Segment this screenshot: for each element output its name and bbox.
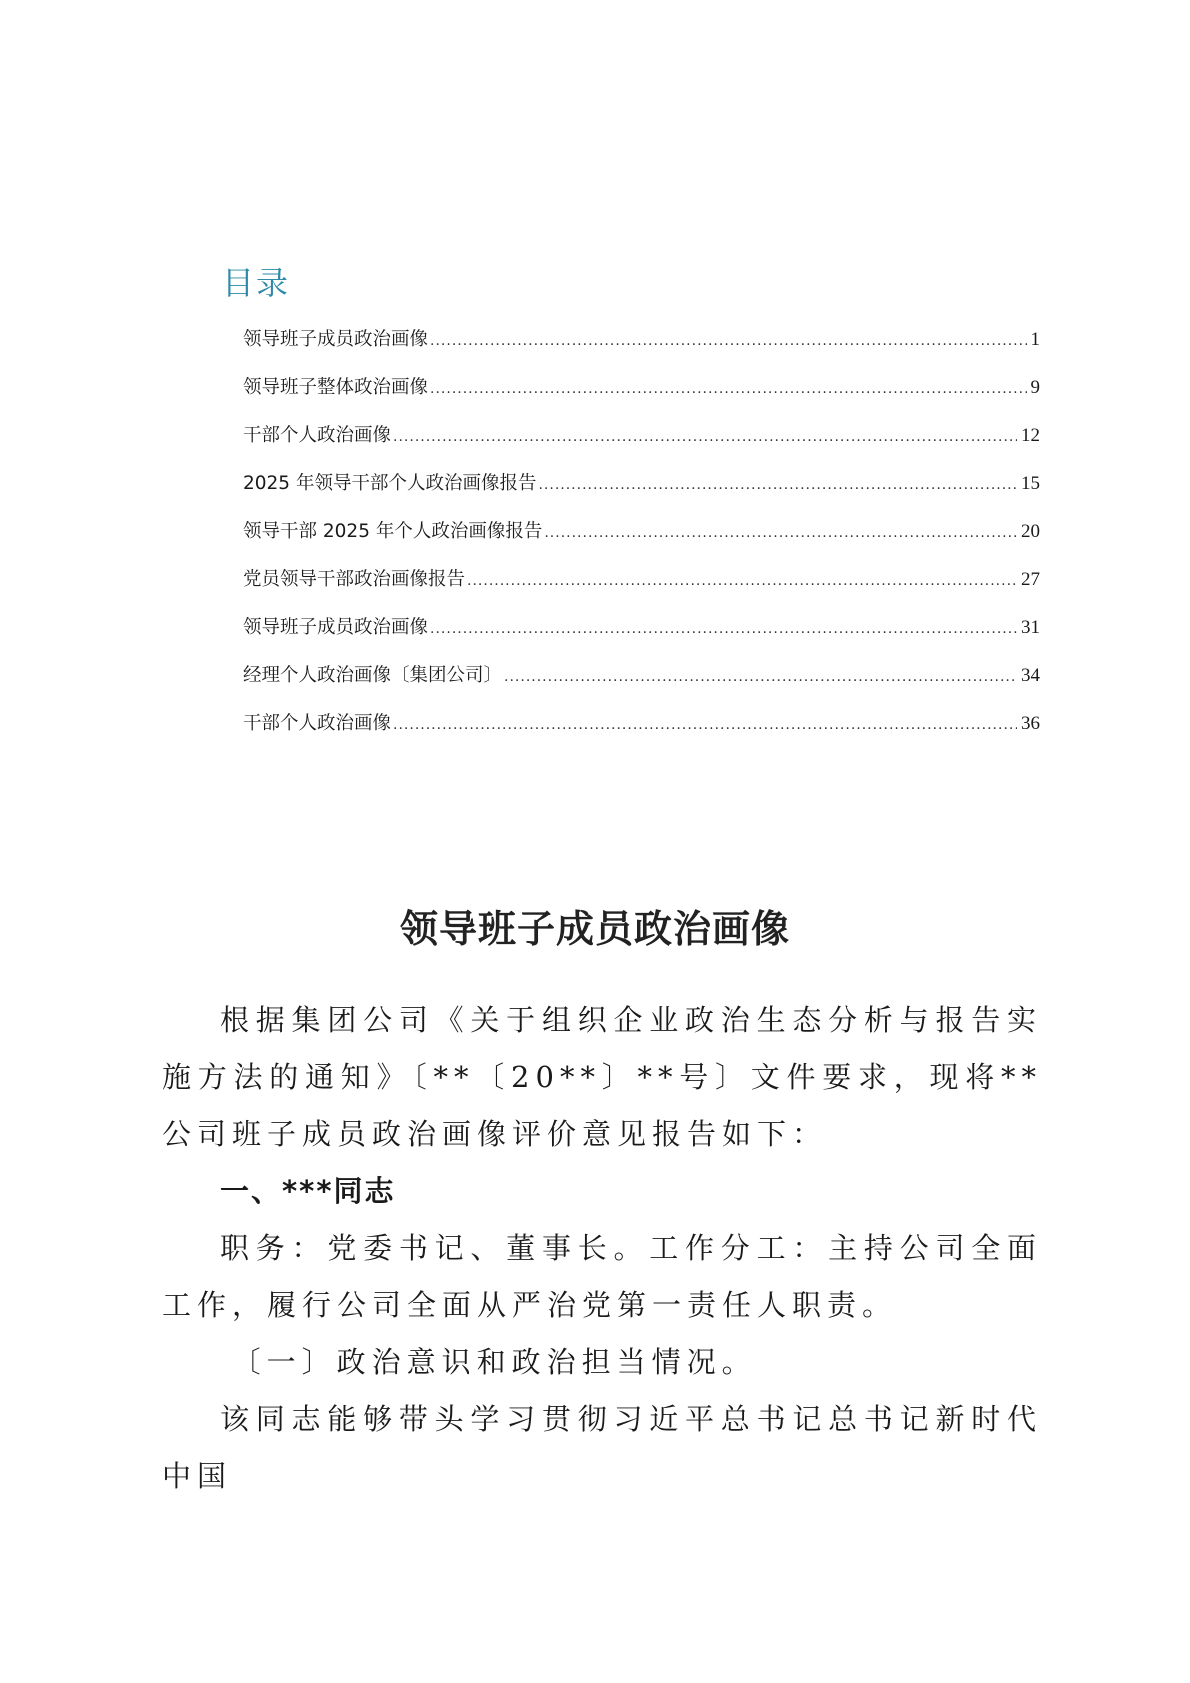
toc-leader-dots [393, 717, 1017, 733]
toc-item[interactable] [243, 373, 1040, 421]
toc-item-label: 领导班子整体政治画像 [243, 377, 429, 398]
toc-item[interactable] [243, 565, 1040, 613]
intro-paragraph: 根据集团公司《关于组织企业政治生态分析与报告实施方法的通知》〔**〔20**〕**号〕文件要求，现将**公司班子成员政治画像评价意见报告如下： [162, 1003, 1042, 1151]
toc-item[interactable] [243, 613, 1040, 661]
toc-leader-dots [467, 573, 1017, 589]
toc-item-label: 领导班子成员政治画像 [243, 617, 429, 638]
toc-item-label: 干部个人政治画像 [243, 425, 392, 446]
toc-item[interactable] [243, 325, 1040, 373]
subsection-heading: 〔一〕政治意识和政治担当情况。 [231, 1345, 757, 1379]
toc-item-page: 34 [1021, 665, 1040, 686]
toc-item-page: 20 [1021, 521, 1040, 542]
toc-title: 目录 [222, 264, 291, 302]
toc-item-label: 领导班子成员政治画像 [243, 329, 429, 350]
toc-leader-dots [430, 381, 1026, 397]
duty-paragraph: 职务：党委书记、董事长。工作分工：主持公司全面工作，履行公司全面从严治党第一责任人职责。 [162, 1231, 1042, 1322]
toc-item[interactable] [243, 661, 1040, 709]
toc-item-page: 12 [1021, 425, 1040, 446]
toc-leader-dots [504, 669, 1017, 685]
toc-item-label: 2025 年领导干部个人政治画像报告 [243, 473, 537, 494]
toc-item-page: 36 [1021, 713, 1040, 734]
toc-item[interactable] [243, 517, 1040, 565]
toc-leader-dots [393, 429, 1017, 445]
toc-item-label: 干部个人政治画像 [243, 713, 392, 734]
toc-item[interactable] [243, 709, 1040, 757]
document-body [162, 992, 1042, 1505]
toc-leader-dots [544, 525, 1017, 541]
body-paragraph: 该同志能够带头学习贯彻习近平总书记总书记新时代中国 [162, 1402, 1042, 1493]
toc-leader-dots [430, 621, 1017, 637]
toc-leader-dots [430, 333, 1026, 349]
toc-item-label: 党员领导干部政治画像报告 [243, 569, 466, 590]
toc-leader-dots [538, 477, 1017, 493]
toc-list [243, 325, 1040, 757]
toc-item-page: 1 [1030, 329, 1040, 350]
toc-item-page: 9 [1030, 377, 1040, 398]
toc-item-label: 经理个人政治画像〔集团公司〕 [243, 665, 503, 686]
toc-item[interactable] [243, 421, 1040, 469]
toc-item-page: 27 [1021, 569, 1040, 590]
section-heading: 一、***同志 [220, 1174, 396, 1208]
toc-item[interactable] [243, 469, 1040, 517]
toc-item-label: 领导干部 2025 年个人政治画像报告 [243, 521, 543, 542]
toc-item-page: 31 [1021, 617, 1040, 638]
toc-item-page: 15 [1021, 473, 1040, 494]
document-title: 领导班子成员政治画像 [399, 907, 790, 952]
